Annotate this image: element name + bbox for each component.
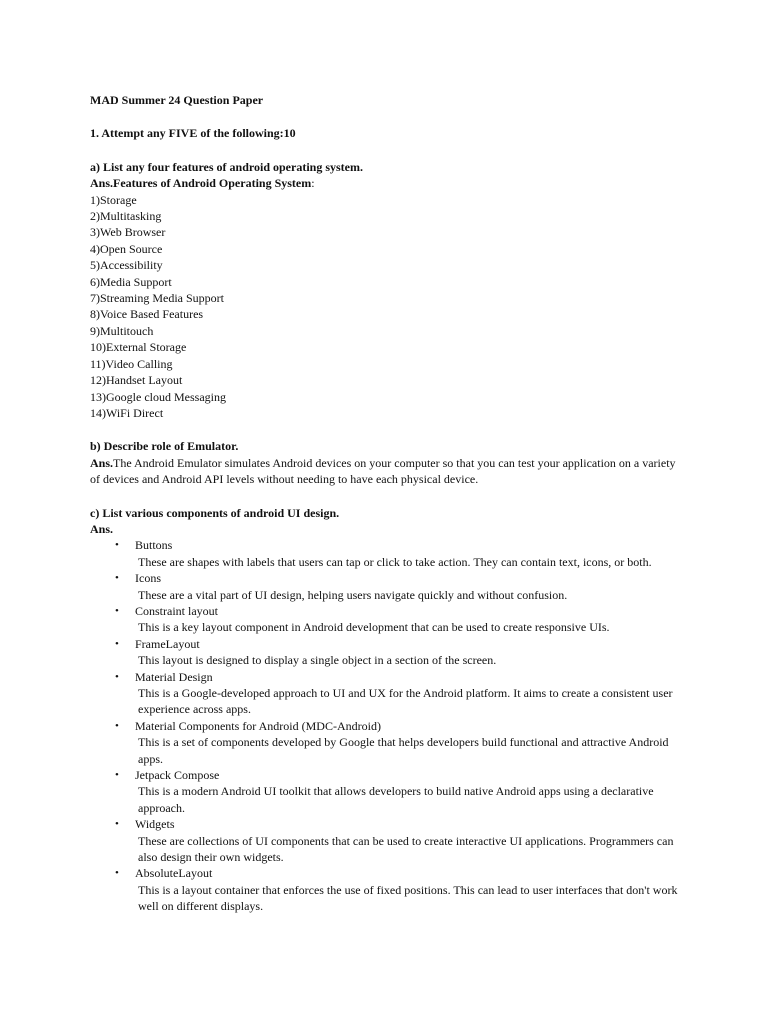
bullet-icon: • [115,637,119,650]
list-item [90,603,690,636]
answer-a-heading-label: Ans.Features of Android Operating System [90,176,312,191]
feature-item: 1)Storage [90,192,137,207]
answer-a-heading [90,175,690,191]
bullet-icon: • [115,818,119,831]
spacer [90,421,690,438]
bullet-icon: • [115,769,119,782]
bullet-icon: • [115,604,119,617]
component-title: Constraint layout [135,603,218,618]
list-item [90,767,690,816]
list-item [90,669,690,718]
component-title: AbsoluteLayout [135,866,213,881]
list-item [90,636,690,669]
component-description: This layout is designed to display a single object in a section of the screen. [138,653,497,668]
feature-item: 8)Voice Based Features [90,307,204,322]
answer-b [90,455,680,488]
component-description: These are shapes with labels that users can tap or click to take action. They can contain text, icons, or both. [138,554,652,569]
question-c: c) List various components of android UI design. [90,505,340,520]
answer-c-prefix: Ans. [90,521,114,536]
bullet-icon: • [115,719,119,732]
question-b: b) Describe role of Emulator. [90,439,239,454]
list-item [90,570,690,603]
component-title: FrameLayout [135,636,200,651]
feature-item: 6)Media Support [90,274,172,289]
spacer [90,488,690,505]
spacer [90,108,690,125]
answer-a-heading-colon: : [311,176,315,191]
feature-item: 9)Multitouch [90,323,154,338]
component-description: This is a Google-developed approach to UI and UX for the Android platform. It aims to create a consistent user experience across apps. [138,686,673,717]
features-list [90,192,690,422]
feature-item: 5)Accessibility [90,258,163,273]
bullet-icon: • [115,670,119,683]
component-description: This is a layout container that enforces the use of fixed positions. This can lead to user interfaces that don't work well on different displays. [138,882,678,914]
feature-item: 4)Open Source [90,241,163,256]
component-description: This is a modern Android UI toolkit that allows developers to build native Android apps using a declarative approach. [138,784,654,815]
question-heading: 1. Attempt any FIVE of the following:10 [90,126,296,141]
component-title: Icons [135,571,161,586]
component-description: This is a set of components developed by Google that helps developers build functional and attractive Android apps. [138,735,669,766]
bullet-icon: • [115,572,119,585]
component-title: Widgets [135,817,175,832]
component-title: Buttons [135,538,173,553]
component-title: Material Design [135,669,213,684]
component-title: Jetpack Compose [135,768,220,783]
feature-item: 10)External Storage [90,340,187,355]
answer-b-text: The Android Emulator simulates Android devices on your computer so that you can test your application on a variety of devices and Android API levels without needing to have each physical device. [90,455,676,487]
list-item [90,865,690,914]
bullet-icon: • [115,867,119,880]
answer-b-prefix: Ans. [90,455,114,470]
feature-item: 7)Streaming Media Support [90,291,224,306]
question-a: a) List any four features of android operating system. [90,159,363,174]
feature-item: 3)Web Browser [90,225,166,240]
bullet-icon: • [115,539,119,552]
feature-item: 14)WiFi Direct [90,405,164,420]
spacer [90,142,690,159]
feature-item: 12)Handset Layout [90,373,183,388]
list-item [90,537,690,570]
list-item [90,816,690,865]
component-description: This is a key layout component in Android development that can be used to create responsive UIs. [138,620,610,635]
component-description: These are a vital part of UI design, helping users navigate quickly and without confusion. [138,587,568,602]
document-page [90,92,690,915]
feature-item: 11)Video Calling [90,356,173,371]
component-title: Material Components for Android (MDC-Android) [135,718,381,733]
list-item [90,718,690,767]
feature-item: 2)Multitasking [90,209,162,224]
component-description: These are collections of UI components that can be used to create interactive UI applications. Programmers can also design their own widgets. [138,833,674,865]
feature-item: 13)Google cloud Messaging [90,389,226,404]
ui-components-list [90,537,690,914]
document-title: MAD Summer 24 Question Paper [90,93,264,107]
